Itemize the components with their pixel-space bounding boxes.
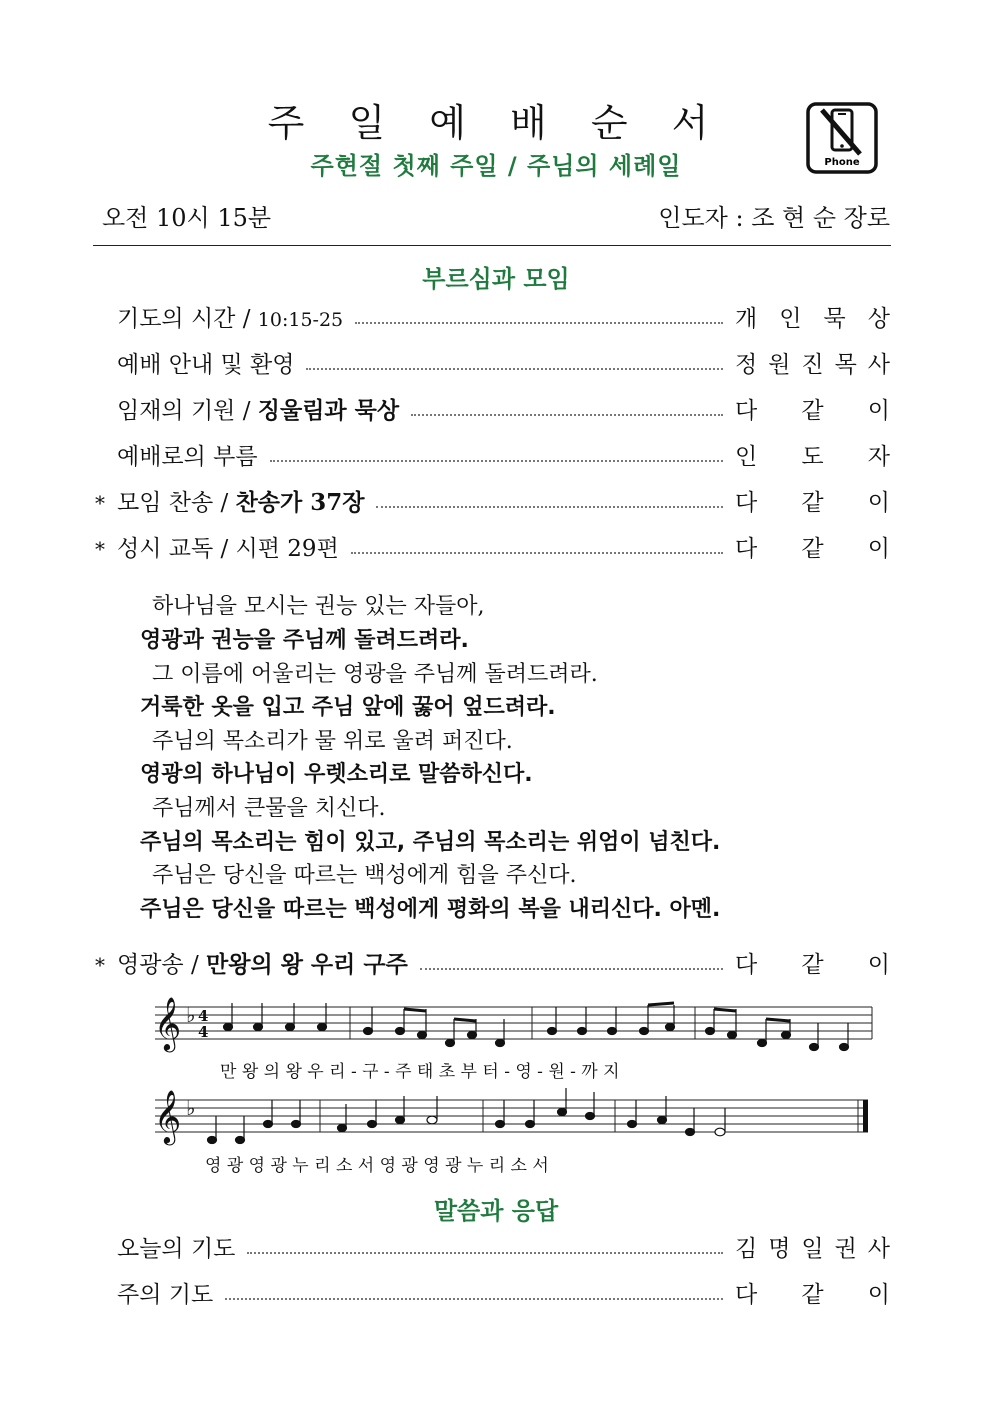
psalm-line-leader: 주님은 당신을 따르는 백성에게 힘을 주신다. <box>152 863 577 888</box>
row-label: 기도의 시간 / 10:15-25 <box>117 306 344 332</box>
svg-text:𝄞: 𝄞 <box>154 1089 182 1143</box>
row-performer: 개 인 묵 상 <box>735 306 890 332</box>
row-performer: 다 같 이 <box>735 490 890 516</box>
svg-text:♭: ♭ <box>186 1096 196 1120</box>
order-row-responsive-reading <box>95 530 890 566</box>
row-star: * <box>95 491 105 515</box>
order-row-welcome <box>95 346 890 382</box>
psalm-line-response: 주님은 당신을 따르는 백성에게 평화의 복을 내리신다. 아멘. <box>140 897 721 922</box>
row-label: 오늘의 기도 <box>117 1236 236 1262</box>
psalm-line-leader: 주님의 목소리가 물 위로 울려 퍼진다. <box>152 729 513 754</box>
psalm-line-leader: 그 이름에 어울리는 영광을 주님께 돌려드려라. <box>152 662 598 687</box>
row-label: 모임 찬송 / 찬송가 37장 <box>117 489 365 516</box>
row-performer: 김 명 일 권 사 <box>735 1236 890 1262</box>
row-label: 예배로의 부름 <box>117 444 258 470</box>
no-phone-icon <box>806 102 878 174</box>
row-star: * <box>95 537 105 561</box>
leader-dots <box>411 413 723 416</box>
row-label: 영광송 / 만왕의 왕 우리 구주 <box>117 951 408 978</box>
svg-text:4: 4 <box>198 1023 209 1041</box>
leader-dots <box>306 367 723 370</box>
svg-text:𝄞: 𝄞 <box>154 996 182 1050</box>
psalm-line-leader: 하나님을 모시는 권능 있는 자들아, <box>152 594 485 619</box>
row-performer: 다 같 이 <box>735 952 890 978</box>
order-row-opening-hymn <box>95 484 890 520</box>
order-row-prayer-time <box>95 300 890 336</box>
row-label: 임재의 기원 / 징울림과 묵상 <box>117 397 400 424</box>
header-divider <box>93 245 891 246</box>
service-time: 오전 10시 15분 <box>102 204 272 232</box>
psalm-line-response: 주님의 목소리는 힘이 있고, 주님의 목소리는 위엄이 넘친다. <box>140 830 721 855</box>
row-performer: 다 같 이 <box>735 1282 890 1308</box>
order-row-invocation <box>95 392 890 428</box>
section-title-word: 말씀과 응답 <box>433 1197 559 1225</box>
row-label: 주의 기도 <box>117 1282 214 1308</box>
gloria-music-score <box>150 995 880 1185</box>
leader-dots <box>225 1297 723 1300</box>
svg-text:♭: ♭ <box>186 1003 196 1027</box>
leader-dots <box>247 1251 723 1254</box>
leader-dots <box>351 551 723 554</box>
psalm-line-response: 영광과 권능을 주님께 돌려드려라. <box>140 628 469 653</box>
row-performer: 정 원 진 목 사 <box>735 352 890 378</box>
page-title: 주 일 예 배 순 서 <box>267 101 725 145</box>
order-row-call-to-worship <box>95 438 890 474</box>
row-performer: 인 도 자 <box>735 444 890 470</box>
score-lyrics-line-2: 영 광 영 광 누 리 소 서 영 광 영 광 누 리 소 서 <box>205 1156 549 1176</box>
row-star: * <box>95 953 105 977</box>
psalm-line-response: 거룩한 옷을 입고 주님 앞에 꿇어 엎드려라. <box>140 695 556 720</box>
order-row-lords-prayer <box>95 1276 890 1312</box>
row-label: 예배 안내 및 환영 <box>117 352 295 378</box>
score-lyrics-line-1: 만 왕 의 왕 우 리 - 구 - 주 태 초 부 터 - 영 - 원 - 까 지 <box>220 1062 620 1082</box>
psalm-line-leader: 주님께서 큰물을 치신다. <box>152 796 386 821</box>
section-title-gathering: 부르심과 모임 <box>422 265 570 293</box>
svg-text:4: 4 <box>198 1007 209 1025</box>
service-leader: 인도자 : 조 현 순 장로 <box>658 204 890 232</box>
row-performer: 다 같 이 <box>735 536 890 562</box>
leader-dots <box>355 321 723 324</box>
row-performer: 다 같 이 <box>735 398 890 424</box>
phone-icon-label: Phone <box>824 157 860 168</box>
leader-dots <box>376 505 723 508</box>
order-row-gloria-patri <box>95 946 890 982</box>
order-row-prayer-of-day <box>95 1230 890 1266</box>
row-label: 성시 교독 / 시편 29편 <box>117 536 339 562</box>
leader-dots <box>420 967 723 970</box>
leader-dots <box>270 459 723 462</box>
psalm-line-response: 영광의 하나님이 우렛소리로 말씀하신다. <box>140 762 533 787</box>
page-subtitle: 주현절 첫째 주일 / 주님의 세례일 <box>310 152 682 180</box>
